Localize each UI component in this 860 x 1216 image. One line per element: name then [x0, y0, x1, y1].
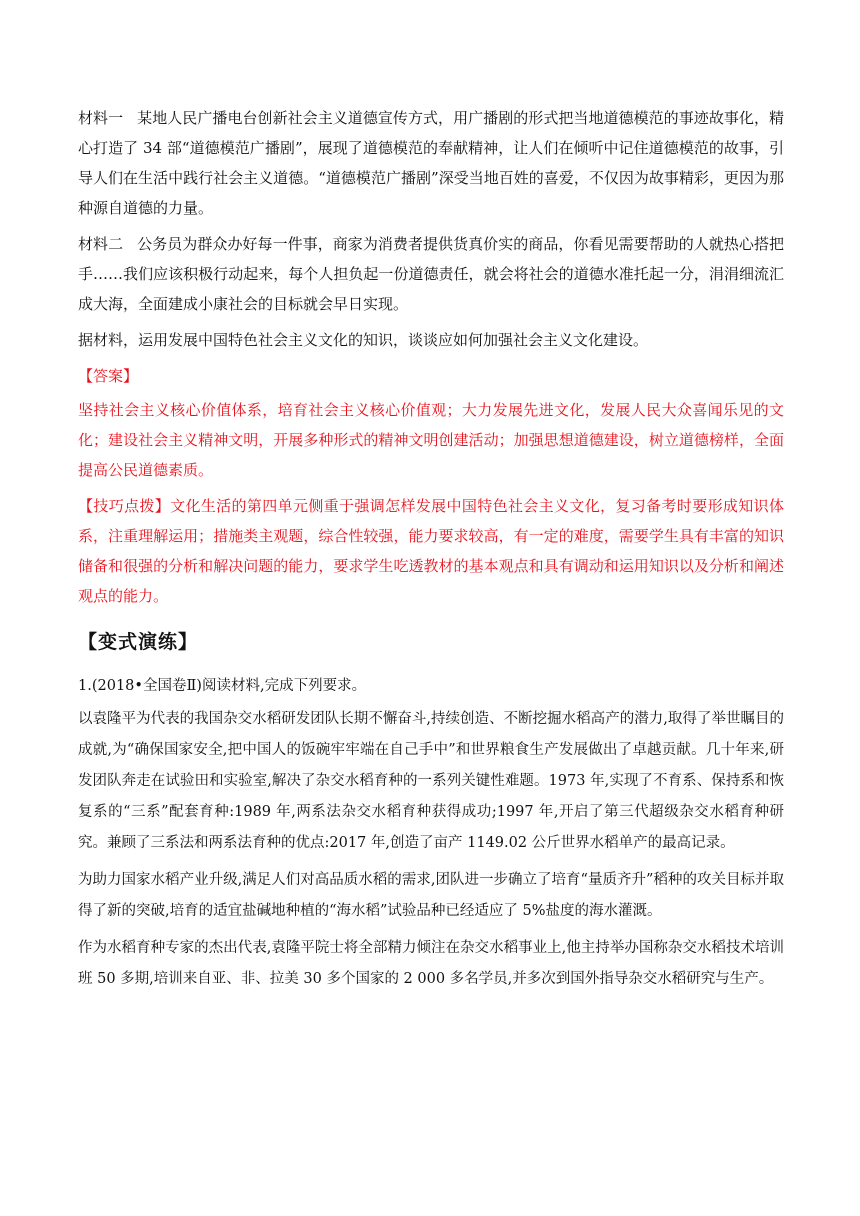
question-text: 据材料，运用发展中国特色社会主义文化的知识，谈谈应如何加强社会主义文化建设。 [78, 331, 649, 349]
material-one-label: 材料一 [78, 109, 124, 127]
material-two-text: 公务员为群众办好每一件事，商家为消费者提供货真价实的商品，你看见需要帮助的人就热心搭把手……我们应该积极行动起来，每个人担负起一份道德责任，就会将社会的道德水准托起一分，涓涓细流汇成大海，全面建成小康社会的目标就会早日实现。 [78, 235, 784, 313]
exercise-block [78, 671, 784, 995]
exercise-paragraph: 作为水稻育种专家的杰出代表,袁隆平院士将全部精力倾注在杂交水稻事业上,他主持举办国称杂交水稻技术培训班 50 多期,培训来自亚、非、拉美 30 多个国家的 2 000 多名学员,并多次到国外指导杂交水稻研究与生产。 [78, 940, 784, 987]
material-two-label: 材料二 [78, 235, 124, 253]
material-one-paragraph [78, 103, 784, 223]
exercise-paragraph: 以袁隆平为代表的我国杂交水稻研发团队长期不懈奋斗,持续创造、不断挖掘水稻高产的潜力,取得了举世瞩目的成就,为“确保国家安全,把中国人的饭碗牢牢端在自己手中”和世界粮食生产发展做出了卓越贡献。几十年来,研发团队奔走在试验田和实验室,解决了杂交水稻育种的一系列关键性难题。1973 年,实现了不育系、保持系和恢复系的“三系”配套育种:1989 年,两系法杂交水稻育种获得成功;1997 年,开启了第三代超级杂交水稻育种研究。兼顾了三系法和两系法育种的优点:2017 年,创造了亩产 1149.02 公斤世界水稻单产的最高记录。 [78, 711, 784, 851]
exercise-paragraph: 为助力国家水稻产业升级,满足人们对高品质水稻的需求,团队进一步确立了培育“量质齐升”稻种的攻关目标并取得了新的突破,培育的适宜盐碱地种植的“海水稻”试验品种已经适应了 5%盐度的海水灌溉。 [78, 872, 784, 919]
tips-heading: 【技巧点拨】 [78, 497, 171, 515]
exercise-item-heading: 1.(2018•全国卷Ⅱ)阅读材料,完成下列要求。 [78, 678, 367, 694]
answer-text: 坚持社会主义核心价值体系，培育社会主义核心价值观；大力发展先进文化，发展人民大众喜闻乐见的文化；建设社会主义精神文明，开展多种形式的精神文明创建活动；加强思想道德建设，树立道德榜样，全面提高公民道德素质。 [78, 401, 784, 479]
document-body [78, 103, 784, 1001]
section-title-variant-practice: 【变式演练】 [78, 631, 199, 653]
answer-heading: 【答案】 [78, 367, 139, 385]
tips-paragraph [78, 491, 784, 611]
material-one-text: 某地人民广播电台创新社会主义道德宣传方式，用广播剧的形式把当地道德模范的事迹故事化，精心打造了 34 部“道德模范广播剧”，展现了道德模范的奉献精神，让人们在倾听中记住道德模范的故事，引导人们在生活中践行社会主义道德。“道德模范广播剧”深受当地百姓的喜爱，不仅因为故事精彩，更因为那种源自道德的力量。 [78, 109, 784, 217]
material-two-paragraph [78, 229, 784, 319]
tips-text: 文化生活的第四单元侧重于强调怎样发展中国特色社会主义文化，复习备考时要形成知识体系，注重理解运用；措施类主观题，综合性较强，能力要求较高，有一定的难度，需要学生具有丰富的知识储备和很强的分析和解决问题的能力，要求学生吃透教材的基本观点和具有调动和运用知识以及分析和阐述观点的能力。 [78, 497, 784, 605]
